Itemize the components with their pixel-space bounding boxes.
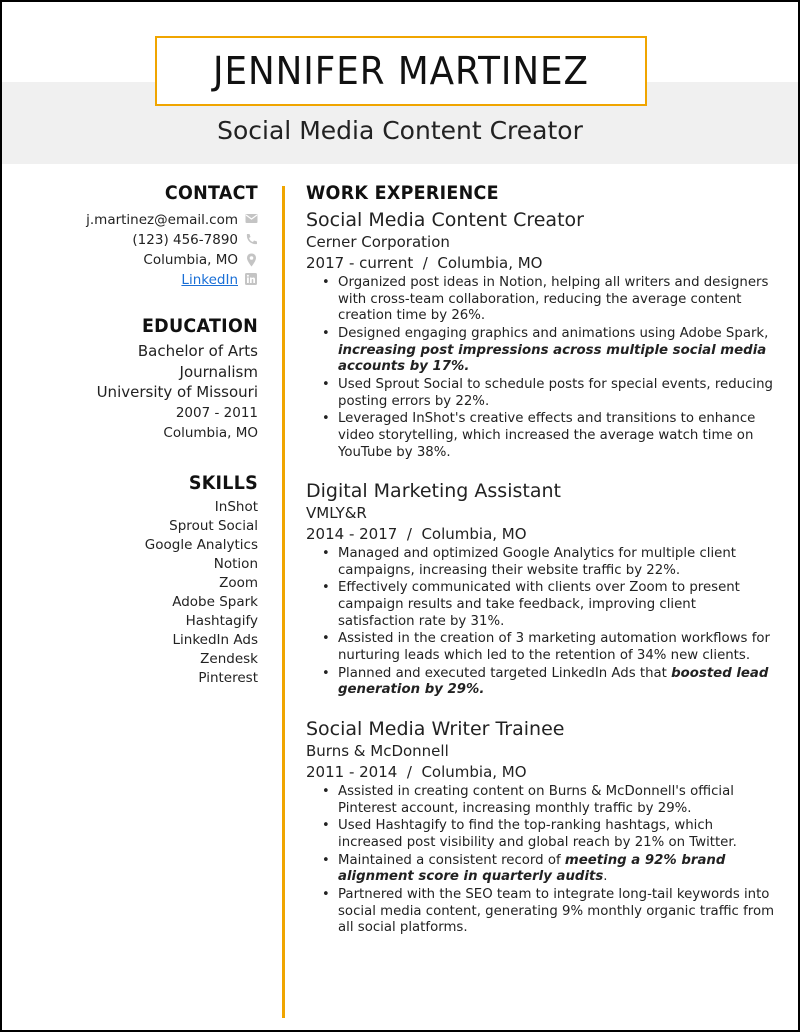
education-school: University of Missouri [96,383,258,401]
meta-separator: / [422,254,428,272]
skill-item: Zendesk [200,650,258,667]
job-dates: 2017 - current [306,254,414,272]
linkedin-link[interactable]: LinkedIn [181,272,238,288]
bullet-item: • Leveraged InShot's creative effects and transitions to enhance video storytelling, which increased the average watch time on YouTube by 38%. [338,411,776,461]
education-location: Columbia, MO [163,425,258,441]
job-role: Social Media Writer Trainee [306,718,565,740]
bullet-item: • Designed engaging graphics and animations using Adobe Spark, increasing post impressions across multiple social media accounts by 17%. [338,326,776,376]
name-box [155,36,647,106]
job-bullets [306,784,776,937]
bullet-item: • Planned and executed targeted LinkedIn Ads that boosted lead generation by 29%. [338,666,776,699]
contact-email[interactable] [22,210,258,230]
skills-heading: SKILLS [188,471,258,494]
job-role: Digital Marketing Assistant [306,480,561,503]
skill-item: InShot [214,498,258,515]
job-bullets [306,546,776,699]
education-years: 2007 - 2011 [175,404,258,421]
job-bullets [306,275,776,461]
meta-separator: / [406,763,412,781]
map-pin-icon [244,253,258,267]
job-meta [306,762,776,783]
job-location: Columbia, MO [437,254,543,272]
job-company: Cerner Corporation [306,233,450,251]
skill-item: Notion [213,555,258,572]
contact-heading: CONTACT [164,182,258,204]
job-company: VMLY&R [306,504,367,523]
education-heading: EDUCATION [141,315,258,337]
left-column [22,182,258,688]
job-location: Columbia, MO [421,763,527,781]
job-entry [306,208,776,461]
bullet-item: • Maintained a consistent record of meeting a 92% brand alignment score in quarterly audits. [338,853,776,886]
job-entry [306,479,776,699]
bullet-item: • Used Sprout Social to schedule posts for special events, reducing posting errors by 22%. [338,377,776,410]
bullet-item: • Managed and optimized Google Analytics for multiple client campaigns, increasing their website traffic by 22%. [338,546,776,579]
candidate-name: JENNIFER MARTINEZ [213,49,589,93]
bullet-item: • Partnered with the SEO team to integrate long-tail keywords into social media content, generating 9% monthly organic traffic from all social platforms. [338,887,776,937]
education-degree: Bachelor of Arts [137,342,258,360]
job-dates: 2014 - 2017 [306,525,398,544]
skill-item: LinkedIn Ads [172,631,258,648]
bullet-item: • Assisted in creating content on Burns & McDonnell's official Pinterest account, increasing monthly traffic by 29%. [338,784,776,817]
phone-text: (123) 456-7890 [132,232,238,248]
contact-phone [22,230,258,250]
bullet-item: • Organized post ideas in Notion, helping all writers and designers with cross-team collaboration, reducing the average content creation time by 26%. [338,275,776,325]
job-meta [306,524,776,545]
bullet-item: • Assisted in the creation of 3 marketing automation workflows for nurturing leads which led to the retention of 34% new clients. [338,631,776,664]
bullet-item: • Effectively communicated with clients over Zoom to present campaign results and take feedback, improving client satisfaction rate by 31%. [338,580,776,630]
meta-separator: / [406,525,412,544]
right-column [306,182,776,938]
skill-item: Pinterest [198,669,258,686]
linkedin-icon [244,273,258,287]
contact-location [22,250,258,270]
skill-item: Sprout Social [169,517,258,534]
email-text: j.martinez@email.com [86,212,238,228]
location-text: Columbia, MO [143,252,238,268]
education-major: Journalism [179,362,258,381]
resume-page [2,2,798,1030]
contact-linkedin[interactable] [22,270,258,290]
envelope-icon [244,213,258,227]
skill-item: Zoom [219,574,258,591]
job-company: Burns & McDonnell [306,742,449,760]
work-heading: WORK EXPERIENCE [306,182,499,204]
job-location: Columbia, MO [421,525,527,544]
bullet-item: • Used Hashtagify to find the top-ranking hashtags, which increased post visibility and global reach by 21% on Twitter. [338,818,776,851]
skill-item: Adobe Spark [172,593,258,610]
skills-list [22,498,258,688]
job-dates: 2011 - 2014 [306,763,398,781]
job-title: Social Media Content Creator [217,116,583,145]
column-divider [282,186,285,1018]
skill-item: Google Analytics [144,536,258,553]
phone-icon [244,233,258,247]
job-entry [306,717,776,937]
job-role: Social Media Content Creator [306,209,584,231]
skill-item: Hashtagify [185,612,258,629]
job-meta [306,253,776,274]
